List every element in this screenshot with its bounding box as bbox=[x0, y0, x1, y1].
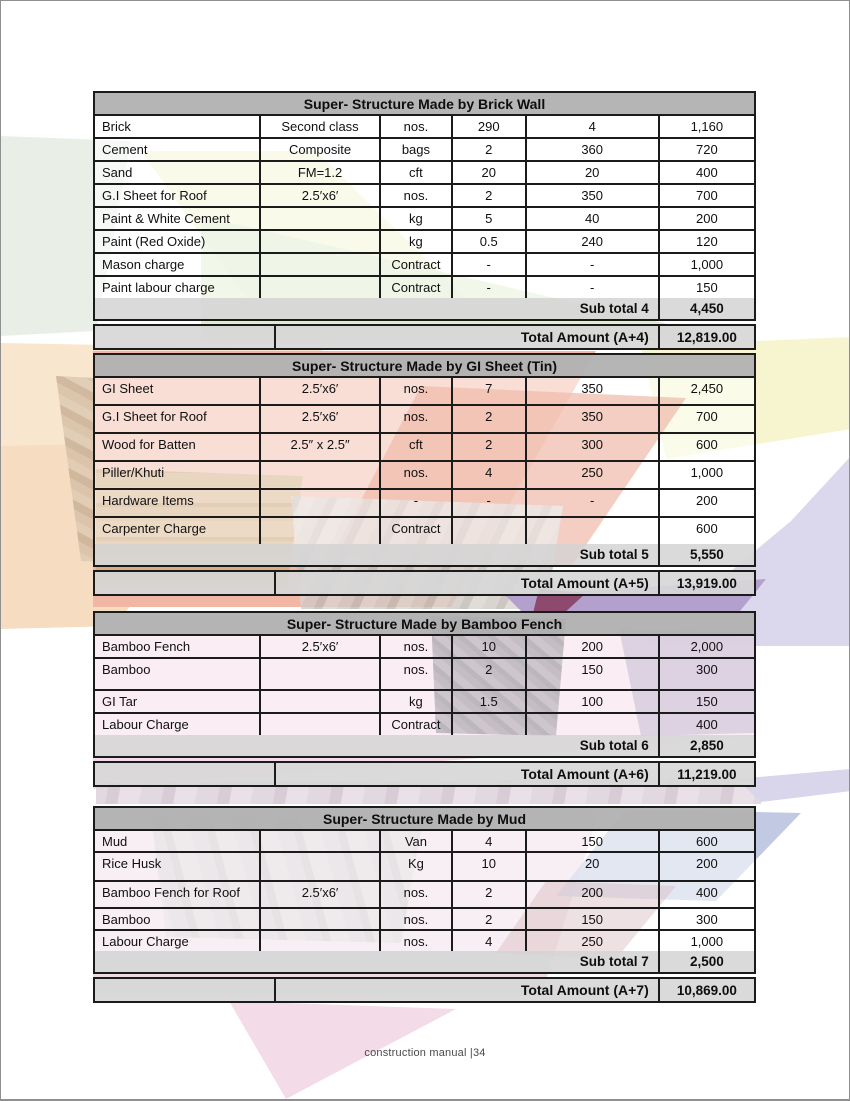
cell-amount: 1,000 bbox=[660, 462, 754, 488]
cell-item: Sand bbox=[95, 162, 261, 183]
table-body bbox=[95, 116, 754, 298]
cell-unit: nos. bbox=[381, 462, 453, 488]
cell-rate: 20 bbox=[527, 853, 660, 880]
table-row bbox=[95, 185, 754, 208]
cell-rate: - bbox=[527, 254, 660, 275]
cell-unit: Kg bbox=[381, 853, 453, 880]
cell-unit: kg bbox=[381, 208, 453, 229]
total-empty-cell bbox=[95, 763, 276, 785]
cell-spec: 2.5′x6′ bbox=[261, 378, 381, 404]
cell-item: Piller/Khuti bbox=[95, 462, 261, 488]
cell-rate: 40 bbox=[527, 208, 660, 229]
cell-qty bbox=[453, 714, 527, 735]
subtotal-value: 2,500 bbox=[660, 951, 754, 972]
cell-item: GI Tar bbox=[95, 691, 261, 712]
cell-rate: - bbox=[527, 277, 660, 298]
cell-unit: nos. bbox=[381, 882, 453, 907]
cell-rate: 100 bbox=[527, 691, 660, 712]
cell-unit: cft bbox=[381, 162, 453, 183]
cell-unit: Contract bbox=[381, 277, 453, 298]
cell-spec bbox=[261, 714, 381, 735]
cell-amount: 720 bbox=[660, 139, 754, 160]
cell-unit: nos. bbox=[381, 636, 453, 657]
total-row bbox=[93, 570, 756, 596]
table-row bbox=[95, 208, 754, 231]
cell-unit: nos. bbox=[381, 185, 453, 206]
cell-item: Bamboo Fench bbox=[95, 636, 261, 657]
table-row bbox=[95, 277, 754, 298]
cell-rate: 240 bbox=[527, 231, 660, 252]
cell-spec bbox=[261, 931, 381, 951]
table-row bbox=[95, 462, 754, 490]
table-body bbox=[95, 378, 754, 544]
cell-rate: - bbox=[527, 490, 660, 516]
table-row bbox=[95, 406, 754, 434]
cell-rate: 150 bbox=[527, 831, 660, 851]
table-title: Super- Structure Made by GI Sheet (Tin) bbox=[95, 355, 754, 378]
table-row bbox=[95, 853, 754, 882]
cell-rate: 200 bbox=[527, 636, 660, 657]
table-title: Super- Structure Made by Mud bbox=[95, 808, 754, 831]
cell-qty: 2 bbox=[453, 406, 527, 432]
table-title: Super- Structure Made by Bamboo Fench bbox=[95, 613, 754, 636]
cell-spec: Second class bbox=[261, 116, 381, 137]
cell-qty: 2 bbox=[453, 659, 527, 689]
cell-qty: 2 bbox=[453, 139, 527, 160]
cell-spec bbox=[261, 277, 381, 298]
cell-item: Paint labour charge bbox=[95, 277, 261, 298]
cell-rate: 4 bbox=[527, 116, 660, 137]
cell-item: Cement bbox=[95, 139, 261, 160]
table-row bbox=[95, 691, 754, 714]
cell-spec bbox=[261, 462, 381, 488]
total-label: Total Amount (A+5) bbox=[276, 572, 660, 594]
subtotal-row bbox=[95, 544, 754, 565]
subtotal-row bbox=[95, 951, 754, 972]
cell-amount: 2,450 bbox=[660, 378, 754, 404]
cell-qty: 5 bbox=[453, 208, 527, 229]
total-label: Total Amount (A+4) bbox=[276, 326, 660, 348]
cell-amount: 700 bbox=[660, 406, 754, 432]
total-value: 13,919.00 bbox=[660, 572, 754, 594]
cell-amount: 400 bbox=[660, 162, 754, 183]
table-row bbox=[95, 139, 754, 162]
cell-item: Labour Charge bbox=[95, 931, 261, 951]
subtotal-label: Sub total 5 bbox=[95, 544, 660, 565]
cell-qty: 7 bbox=[453, 378, 527, 404]
cell-amount: 200 bbox=[660, 490, 754, 516]
cell-rate: 350 bbox=[527, 406, 660, 432]
cell-unit: - bbox=[381, 490, 453, 516]
cell-spec: 2.5′x6′ bbox=[261, 185, 381, 206]
cell-qty: 4 bbox=[453, 931, 527, 951]
table-row bbox=[95, 831, 754, 853]
cell-amount: 2,000 bbox=[660, 636, 754, 657]
cell-qty: 1.5 bbox=[453, 691, 527, 712]
table-row bbox=[95, 434, 754, 462]
cell-spec bbox=[261, 853, 381, 880]
cell-unit: Van bbox=[381, 831, 453, 851]
cell-rate: 250 bbox=[527, 462, 660, 488]
subtotal-row bbox=[95, 735, 754, 756]
table-row bbox=[95, 378, 754, 406]
cell-qty: - bbox=[453, 254, 527, 275]
subtotal-value: 2,850 bbox=[660, 735, 754, 756]
table-row bbox=[95, 909, 754, 931]
cell-spec bbox=[261, 691, 381, 712]
cost-table-mud bbox=[93, 806, 756, 1003]
cell-spec bbox=[261, 659, 381, 689]
cell-item: Labour Charge bbox=[95, 714, 261, 735]
cell-rate: 150 bbox=[527, 909, 660, 929]
cell-qty: 2 bbox=[453, 882, 527, 907]
table-body bbox=[95, 636, 754, 735]
cell-rate: 150 bbox=[527, 659, 660, 689]
table-row bbox=[95, 931, 754, 951]
total-row bbox=[93, 324, 756, 350]
cell-item: Bamboo bbox=[95, 909, 261, 929]
cell-amount: 400 bbox=[660, 882, 754, 907]
cell-amount: 300 bbox=[660, 659, 754, 689]
cell-unit: nos. bbox=[381, 406, 453, 432]
cell-unit: cft bbox=[381, 434, 453, 460]
cell-item: Bamboo bbox=[95, 659, 261, 689]
total-row bbox=[93, 977, 756, 1003]
cell-item: Paint (Red Oxide) bbox=[95, 231, 261, 252]
total-value: 11,219.00 bbox=[660, 763, 754, 785]
table-row bbox=[95, 518, 754, 544]
cell-item: Bamboo Fench for Roof bbox=[95, 882, 261, 907]
cell-spec: 2.5′x6′ bbox=[261, 636, 381, 657]
cell-amount: 1,000 bbox=[660, 931, 754, 951]
cell-amount: 200 bbox=[660, 208, 754, 229]
cell-item: Wood for Batten bbox=[95, 434, 261, 460]
cell-spec bbox=[261, 831, 381, 851]
cell-qty: 10 bbox=[453, 636, 527, 657]
cell-unit: nos. bbox=[381, 116, 453, 137]
cell-amount: 150 bbox=[660, 691, 754, 712]
cell-amount: 600 bbox=[660, 831, 754, 851]
table-row bbox=[95, 636, 754, 659]
cell-spec: 2.5″ x 2.5″ bbox=[261, 434, 381, 460]
cell-spec bbox=[261, 518, 381, 544]
cell-unit: Contract bbox=[381, 518, 453, 544]
cell-rate bbox=[527, 518, 660, 544]
cell-amount: 120 bbox=[660, 231, 754, 252]
table-row bbox=[95, 490, 754, 518]
table-row bbox=[95, 714, 754, 735]
cell-unit: Contract bbox=[381, 254, 453, 275]
cell-qty: 10 bbox=[453, 853, 527, 880]
cell-rate: 360 bbox=[527, 139, 660, 160]
cell-amount: 300 bbox=[660, 909, 754, 929]
total-label: Total Amount (A+6) bbox=[276, 763, 660, 785]
cell-qty bbox=[453, 518, 527, 544]
total-empty-cell bbox=[95, 572, 276, 594]
cell-item: Mason charge bbox=[95, 254, 261, 275]
cell-spec: 2.5′x6′ bbox=[261, 406, 381, 432]
page-footer: construction manual |34 bbox=[364, 1047, 486, 1059]
cell-unit: kg bbox=[381, 231, 453, 252]
cell-amount: 1,160 bbox=[660, 116, 754, 137]
cell-spec bbox=[261, 208, 381, 229]
cell-amount: 600 bbox=[660, 434, 754, 460]
table-row bbox=[95, 231, 754, 254]
subtotal-row bbox=[95, 298, 754, 319]
table-row bbox=[95, 659, 754, 691]
cell-qty: - bbox=[453, 490, 527, 516]
cell-spec: FM=1.2 bbox=[261, 162, 381, 183]
cell-qty: 4 bbox=[453, 831, 527, 851]
table-row bbox=[95, 882, 754, 909]
cell-qty: 290 bbox=[453, 116, 527, 137]
cell-rate: 20 bbox=[527, 162, 660, 183]
cell-amount: 400 bbox=[660, 714, 754, 735]
cell-item: Paint & White Cement bbox=[95, 208, 261, 229]
cell-amount: 600 bbox=[660, 518, 754, 544]
subtotal-label: Sub total 7 bbox=[95, 951, 660, 972]
cell-qty: - bbox=[453, 277, 527, 298]
cell-rate: 300 bbox=[527, 434, 660, 460]
total-value: 10,869.00 bbox=[660, 979, 754, 1001]
cell-qty: 20 bbox=[453, 162, 527, 183]
cell-unit: nos. bbox=[381, 909, 453, 929]
table-row bbox=[95, 116, 754, 139]
cell-qty: 2 bbox=[453, 434, 527, 460]
cell-unit: bags bbox=[381, 139, 453, 160]
cell-item: G.I Sheet for Roof bbox=[95, 406, 261, 432]
cell-unit: nos. bbox=[381, 378, 453, 404]
total-empty-cell bbox=[95, 326, 276, 348]
subtotal-value: 4,450 bbox=[660, 298, 754, 319]
cell-rate: 250 bbox=[527, 931, 660, 951]
cost-table-brick-wall bbox=[93, 91, 756, 350]
subtotal-label: Sub total 6 bbox=[95, 735, 660, 756]
cell-amount: 150 bbox=[660, 277, 754, 298]
cell-spec: 2.5′x6′ bbox=[261, 882, 381, 907]
cell-rate bbox=[527, 714, 660, 735]
cell-qty: 0.5 bbox=[453, 231, 527, 252]
total-label: Total Amount (A+7) bbox=[276, 979, 660, 1001]
cell-spec bbox=[261, 254, 381, 275]
subtotal-value: 5,550 bbox=[660, 544, 754, 565]
cell-unit: nos. bbox=[381, 931, 453, 951]
cell-spec bbox=[261, 909, 381, 929]
cell-spec: Composite bbox=[261, 139, 381, 160]
cost-table-gi-sheet bbox=[93, 353, 756, 596]
cell-unit: kg bbox=[381, 691, 453, 712]
cell-rate: 350 bbox=[527, 378, 660, 404]
cell-item: Hardware Items bbox=[95, 490, 261, 516]
cell-spec bbox=[261, 231, 381, 252]
cell-rate: 350 bbox=[527, 185, 660, 206]
table-body bbox=[95, 831, 754, 951]
total-value: 12,819.00 bbox=[660, 326, 754, 348]
cell-rate: 200 bbox=[527, 882, 660, 907]
table-row bbox=[95, 254, 754, 277]
cell-amount: 700 bbox=[660, 185, 754, 206]
total-empty-cell bbox=[95, 979, 276, 1001]
cell-item: Rice Husk bbox=[95, 853, 261, 880]
cell-unit: Contract bbox=[381, 714, 453, 735]
cell-qty: 2 bbox=[453, 909, 527, 929]
cell-qty: 2 bbox=[453, 185, 527, 206]
cell-spec bbox=[261, 490, 381, 516]
cell-amount: 200 bbox=[660, 853, 754, 880]
table-title: Super- Structure Made by Brick Wall bbox=[95, 93, 754, 116]
cell-item: Mud bbox=[95, 831, 261, 851]
cell-item: Brick bbox=[95, 116, 261, 137]
cell-item: GI Sheet bbox=[95, 378, 261, 404]
cell-qty: 4 bbox=[453, 462, 527, 488]
total-row bbox=[93, 761, 756, 787]
cell-item: Carpenter Charge bbox=[95, 518, 261, 544]
cell-unit: nos. bbox=[381, 659, 453, 689]
cell-amount: 1,000 bbox=[660, 254, 754, 275]
cell-item: G.I Sheet for Roof bbox=[95, 185, 261, 206]
subtotal-label: Sub total 4 bbox=[95, 298, 660, 319]
cost-table-bamboo-fench bbox=[93, 611, 756, 787]
table-row bbox=[95, 162, 754, 185]
